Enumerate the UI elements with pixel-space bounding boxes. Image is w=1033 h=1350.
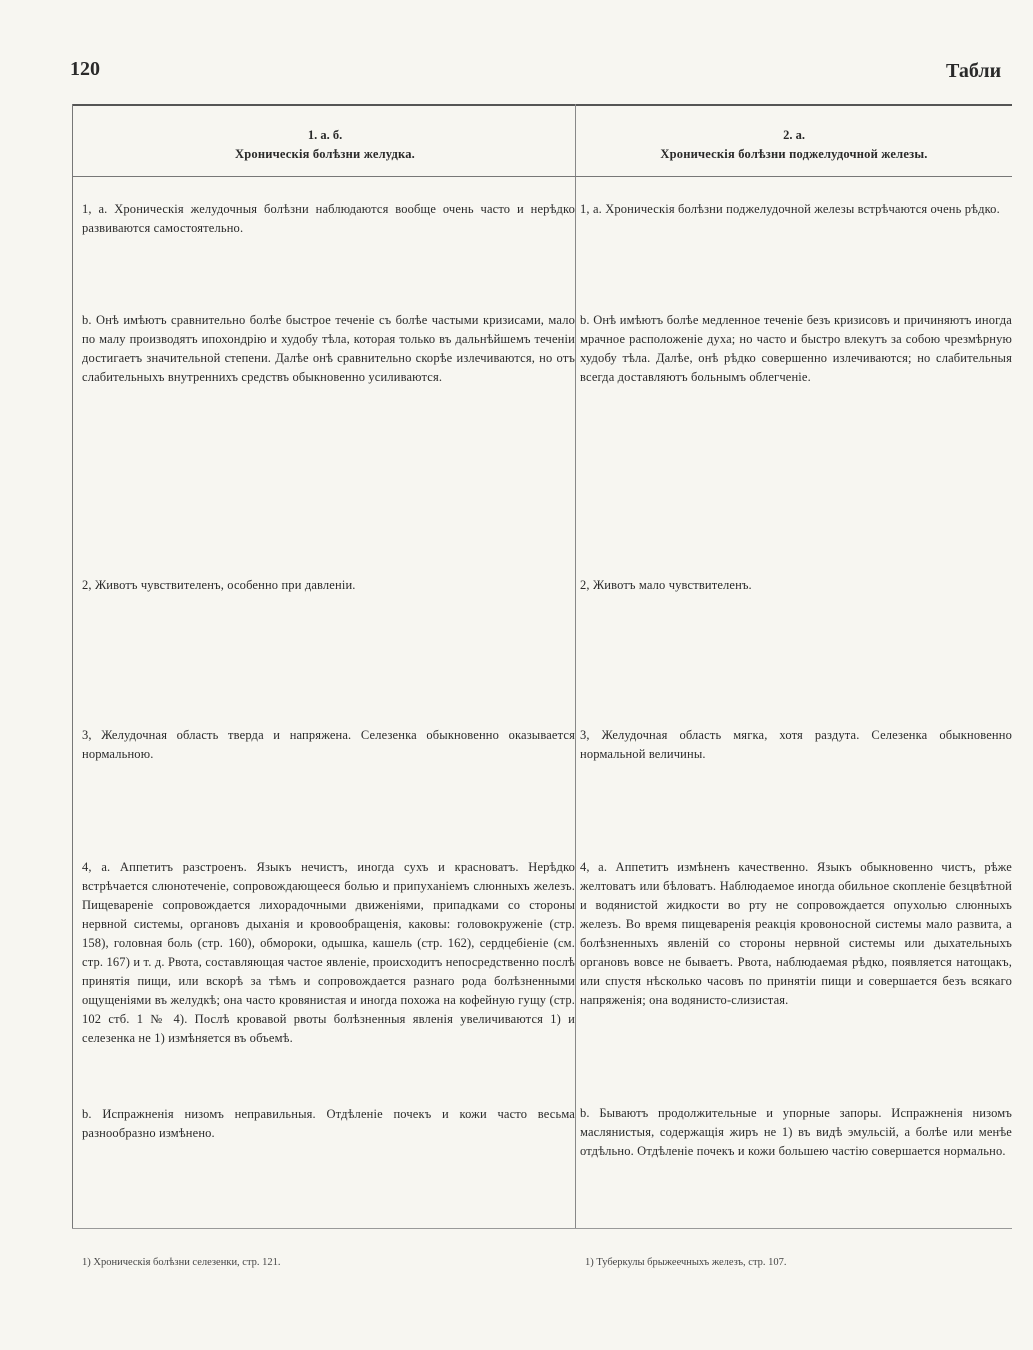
left-paragraph-1: 1, а. Хроническія желудочныя болѣзни наблюдаются вообще очень часто и нерѣдко развиваются самостоятельно. (82, 202, 575, 235)
right-column-title: Хроническія болѣзни поджелудочной железы. (660, 147, 928, 161)
left-paragraph-2: b. Онѣ имѣютъ сравнительно болѣе быстрое теченіе съ болѣе частыми кризисами, мало по малу производятъ ипохондрію и худобу тѣла, которая только въ дальнѣйшемъ теченіи достигаетъ значительной степени. Далѣе онѣ сравнительно скорѣе излечиваются, но отъ слабительныхъ внутреннихъ средствъ обыкновенно усиливаются. (82, 313, 575, 384)
left-column-header (76, 126, 574, 164)
right-paragraph-1: 1, а. Хроническія болѣзни поджелудочной железы встрѣчаются очень рѣдко. (580, 202, 1000, 216)
right-paragraph-6: b. Бываютъ продолжительные и упорные запоры. Испражненія низомъ маслянистыя, содержащія жиръ не 1) въ видѣ эмульсій, а болѣе или менѣе отдѣльно. Отдѣленіе почекъ и кожи большею частію совершается нормально. (580, 1106, 1012, 1158)
left-paragraph-5: 4, а. Аппетитъ разстроенъ. Языкъ нечистъ, иногда сухъ и красноватъ. Нерѣдко встрѣчается слюнотеченіе, сопровождающееся болью и припуханіемъ слюнныхъ железъ. Пищевареніе сопровождается лихорадочными движеніями, припадками со стороны нервной системы, органовъ дыханія и кровообращенія, каковы: головокруженіе (стр. 158), головная боль (стр. 160), обмороки, одышка, кашель (стр. 162), сердцебіеніе (см. стр. 167) и т. д. Рвота, составляющая частое явленіе, происходитъ непосредственно послѣ принятія пищи, или вскорѣ за тѣмъ и сопровождается разнаго рода болѣзненными ощущеніями въ желудкѣ; она часто кровянистая и иногда похожа на кофейную гущу (стр. 102 стб. 1 № 4). Послѣ кровавой рвоты болѣзненныя явленія увеличиваются 1) и селезенка не 1) измѣняется въ объемѣ. (82, 860, 575, 1045)
left-column-number: 1. а. б. (307, 128, 343, 142)
table-top-rule (72, 104, 1012, 106)
right-paragraph-5: 4, а. Аппетитъ измѣненъ качественно. Языкъ обыкновенно чистъ, рѣже желтоватъ или бѣловатъ. Наблюдаемое иногда обильное скопленіе безцвѣтной и водянистой жидкости во рту не сопровождается опухолью слюнныхъ железъ. Во время пищеваренія реакція кровоносной системы мало развита, а болѣзненныхъ явленій со стороны нервной системы или дыхательныхъ органовъ вовсе не бываетъ. Рвота, наблюдаемая рѣдко, появляется натощакъ, или спустя нѣсколько часовъ по принятіи пищи и совершается безъ всякаго напряженія; она водянисто-слизистая. (580, 860, 1012, 1007)
right-footnote: 1) Туберкулы брыжеечныхъ железъ, стр. 107. (585, 1257, 787, 1268)
table-left-rule (72, 104, 73, 1229)
left-footnote: 1) Хроническія болѣзни селезенки, стр. 121. (82, 1257, 281, 1268)
running-head: Табли (946, 60, 1002, 82)
right-paragraph-4: 3, Желудочная область мягка, хотя раздута. Селезенка обыкновенно нормальной величины. (580, 728, 1012, 761)
footnote-rule (72, 1228, 1012, 1229)
left-column-title: Хроническія болѣзни желудка. (235, 147, 415, 161)
left-paragraph-3: 2, Животъ чувствителенъ, особенно при давленіи. (82, 578, 356, 592)
column-divider (575, 104, 576, 1229)
left-paragraph-4: 3, Желудочная область тверда и напряжена. Селезенка обыкновенно оказывается нормальною. (82, 728, 575, 761)
right-column-header (578, 126, 1010, 164)
right-column-number: 2. а. (783, 128, 805, 142)
left-paragraph-6: b. Испражненія низомъ неправильныя. Отдѣленіе почекъ и кожи часто весьма разнообразно измѣнено. (82, 1107, 575, 1140)
right-paragraph-3: 2, Животъ мало чувствителенъ. (580, 578, 752, 592)
header-rule (72, 176, 1012, 177)
right-paragraph-2: b. Онѣ имѣютъ болѣе медленное теченіе безъ кризисовъ и причиняютъ иногда мрачное расположеніе духа; но часто и быстро влекутъ за собою чрезмѣрную худобу тѣла. Далѣе, онѣ рѣдко совершенно излечиваются; но слабительныя всегда доставляютъ больнымъ облегченіе. (580, 313, 1012, 384)
page-number: 120 (70, 58, 100, 80)
